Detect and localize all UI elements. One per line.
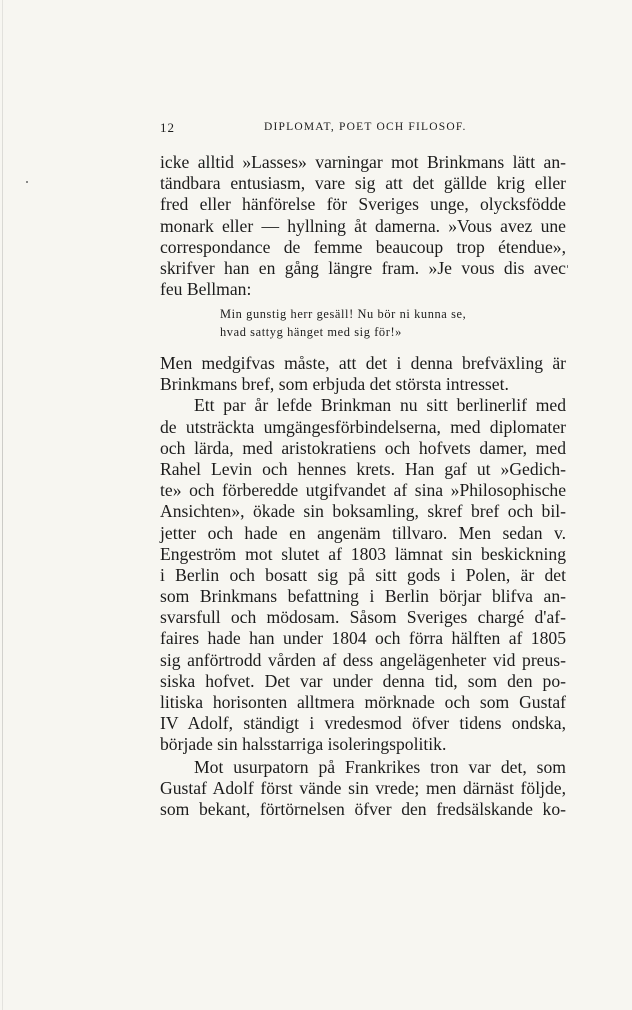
text-line: Brinkmans bref, som erbjuda det största intresset. — [160, 374, 509, 395]
paper-speck — [26, 181, 28, 183]
text-line: icke alltid »Lasses» varningar mot Brinkmans lätt an- — [160, 152, 566, 172]
page-number: 12 — [160, 120, 175, 135]
text-line: som bekant, förtörnelsen öfver den fredsälskande ko- — [160, 799, 566, 820]
text-line: började sin halsstarriga isoleringspolitik. — [160, 734, 447, 755]
text-line: svarsfull och mödosam. Såsom Sveriges chargé d'af- — [160, 607, 566, 628]
text-line: monark eller — hyllning åt damerna. »Vous avez une — [160, 215, 566, 236]
text-line: i Berlin och bosatt sig på sitt gods i Polen, är det — [160, 564, 566, 585]
text-line: tändbara entusiasm, vare sig att det gällde krig eller — [160, 173, 566, 194]
text-line: litiska horisonten alltmera mörknade och som Gustaf — [160, 692, 566, 712]
running-title: DIPLOMAT, POET OCH FILOSOF. — [264, 121, 467, 133]
paper-speck — [567, 265, 568, 268]
text-line: de utsträckta umgängesförbindelserna, med diplomater — [160, 416, 566, 437]
text-line: fred eller hänförelse för Sveriges unge, olycksfödde — [160, 194, 566, 215]
text-line: skrifver han en gång längre fram. »Je vous dis avec — [160, 257, 566, 278]
paragraph — [160, 353, 566, 756]
text-line: siska hofvet. Det var under denna tid, som den po- — [160, 670, 566, 691]
text-line: och lärda, med aristokratiens och hofvets damer, med — [160, 437, 566, 458]
text-line: Men medgifvas måste, att det i denna brefväxling är — [160, 353, 566, 373]
text-line: sig anförtrodd vården af dess angelägenheter vid preus- — [160, 649, 566, 670]
page-edge — [2, 0, 3, 1010]
text-line: som Brinkmans befattning i Berlin börjar blifva an- — [160, 586, 566, 607]
verse-line: Min gunstig herr gesäll! Nu bör ni kunna se, — [220, 307, 467, 321]
text-line: Ansichten», ökade sin boksamling, skref bref och bil- — [160, 501, 566, 522]
text-line: Mot usurpatorn på Frankrikes tron var det, som — [194, 757, 566, 777]
text-line: Ett par år lefde Brinkman nu sitt berlinerlif med — [194, 395, 566, 416]
text-line: faires hade han under 1804 och förra hälften af 1805 — [160, 628, 566, 649]
paragraph — [160, 152, 566, 300]
verse-line: hvad sattyg hänget med sig för!» — [220, 325, 402, 339]
text-line: Rahel Levin och hennes krets. Han gaf ut »Gedich- — [160, 458, 566, 479]
text-line: IV Adolf, ständigt i vredesmod öfver tidens ondska, — [160, 713, 566, 734]
text-line: feu Bellman: — [160, 279, 252, 300]
running-head — [160, 120, 566, 138]
text-line: jetter och hade en angenäm tillvaro. Men sedan v. — [160, 522, 566, 543]
text-line: te» och förberedde utgifvandet af sina »Philosophische — [160, 480, 566, 501]
text-line: Engeström mot slutet af 1803 lämnat sin beskickning — [160, 543, 566, 564]
text-line: correspondance de femme beaucoup trop étendue», — [160, 236, 566, 257]
text-line: Gustaf Adolf först vände sin vrede; men därnäst följde, — [160, 778, 566, 799]
verse-quotation — [220, 305, 540, 341]
paragraph — [160, 757, 566, 821]
